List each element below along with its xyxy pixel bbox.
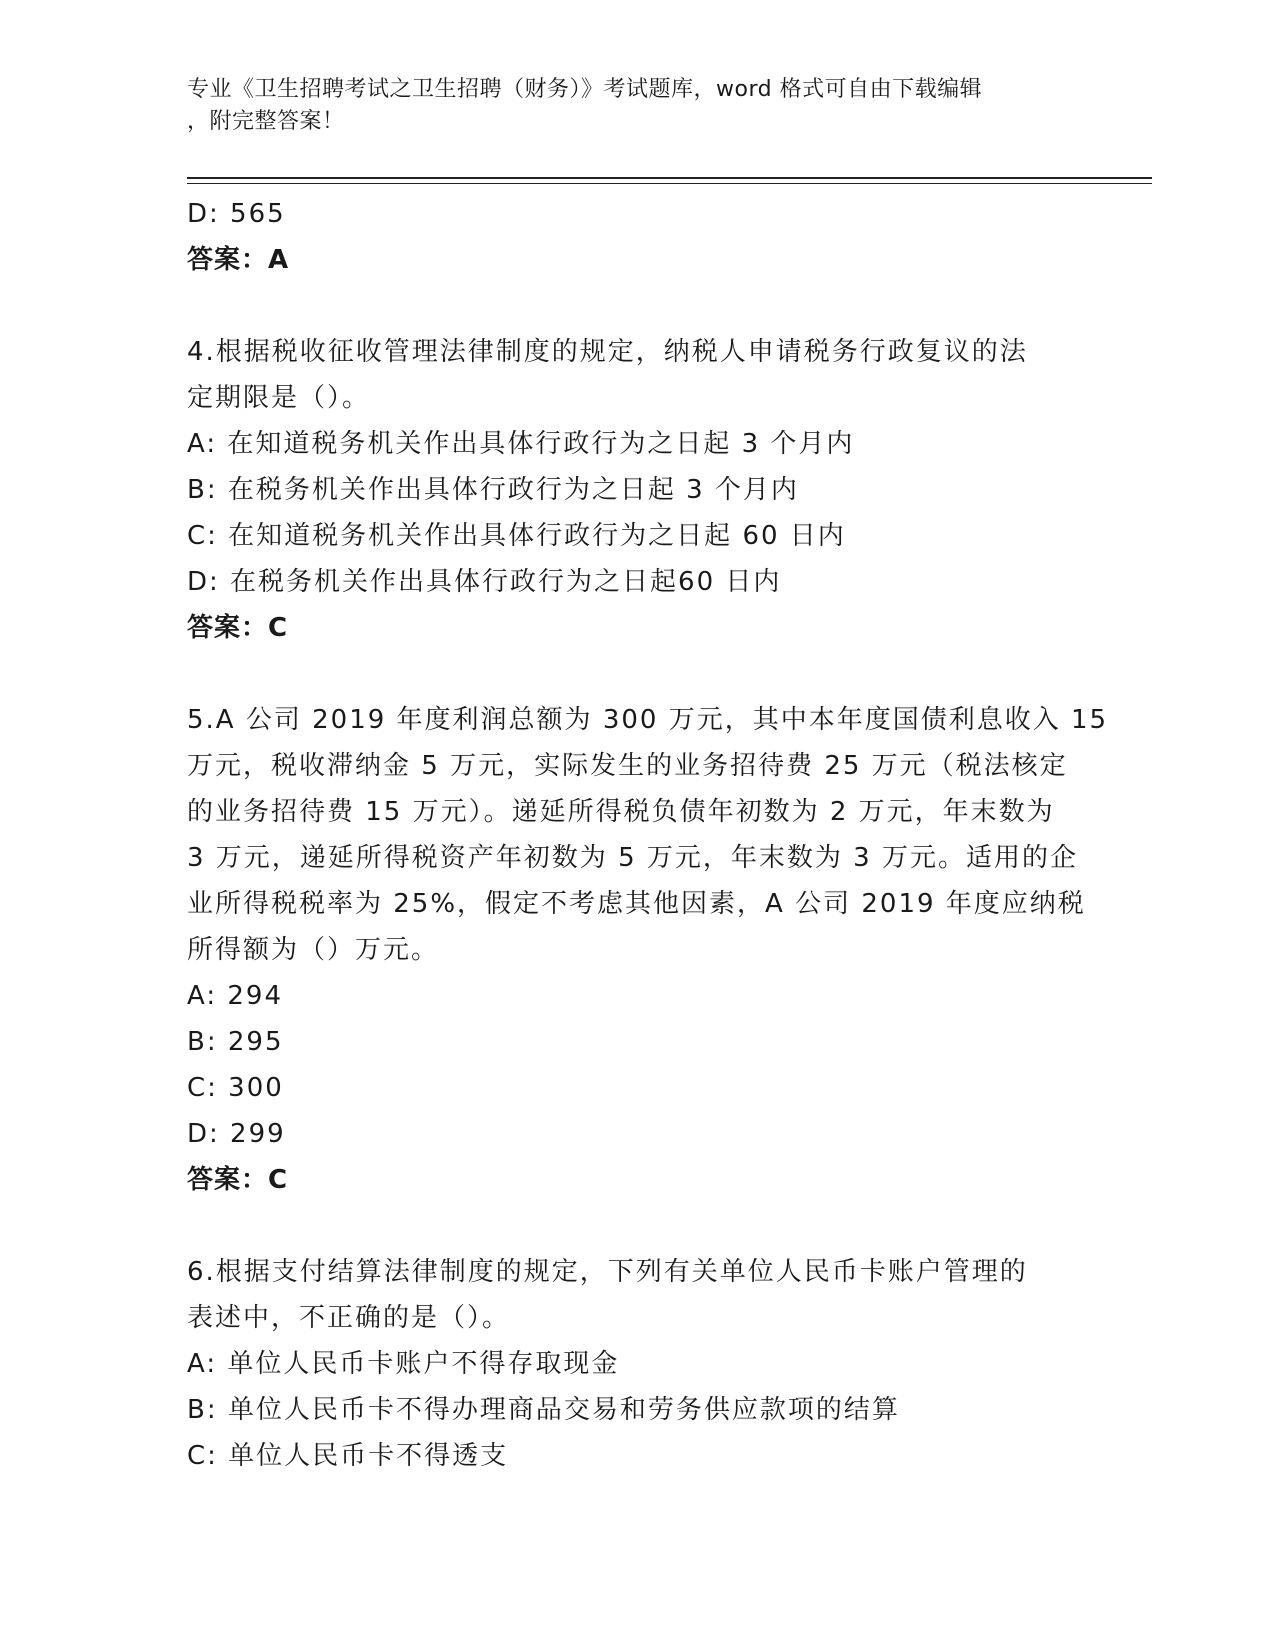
question-5-stem-line-6: 所得额为（）万元。 <box>187 935 440 965</box>
header-divider-thin <box>187 183 1152 184</box>
document-body <box>187 191 1109 1479</box>
prev-answer: 答案：A <box>187 245 290 275</box>
question-5-stem-line-2: 万元，税收滞纳金 5 万元，实际发生的业务招待费 25 万元（税法核定 <box>187 751 1068 781</box>
question-4-option-c: C: 在知道税务机关作出具体行政行为之日起 60 日内 <box>187 521 846 551</box>
question-5-option-c: C: 300 <box>187 1073 284 1103</box>
question-4-stem-line-2: 定期限是（）。 <box>187 383 371 413</box>
question-6-option-b: B: 单位人民币卡不得办理商品交易和劳务供应款项的结算 <box>187 1395 900 1425</box>
spacer <box>187 1203 1087 1249</box>
question-5-stem-line-3: 的业务招待费 15 万元）。递延所得税负债年初数为 2 万元，年末数为 <box>187 797 1055 827</box>
question-6-stem-line-2: 表述中，不正确的是（）。 <box>187 1303 511 1333</box>
question-6 <box>187 1249 1087 1479</box>
header-line-1: 专业《卫生招聘考试之卫生招聘（财务）》考试题库，word 格式可自由下载编辑 <box>187 77 983 102</box>
question-4-option-b: B: 在税务机关作出具体行政行为之日起 3 个月内 <box>187 475 799 505</box>
question-5-answer: 答案：C <box>187 1165 289 1195</box>
spacer <box>187 283 1087 329</box>
question-4 <box>187 329 1087 651</box>
header-divider-thick <box>187 177 1152 179</box>
question-4-answer: 答案：C <box>187 613 289 643</box>
question-4-option-a: A: 在知道税务机关作出具体行政行为之日起 3 个月内 <box>187 429 855 459</box>
question-4-option-d: D: 在税务机关作出具体行政行为之日起60 日内 <box>187 567 782 597</box>
question-5-option-d: D: 299 <box>187 1119 286 1149</box>
question-4-stem-line-1: 4.根据税收征收管理法律制度的规定，纳税人申请税务行政复议的法 <box>187 337 1028 367</box>
question-5-option-b: B: 295 <box>187 1027 284 1057</box>
page-header <box>187 74 1087 138</box>
question-5-stem-line-1: 5.A 公司 2019 年度利润总额为 300 万元，其中本年度国债利息收入 15 <box>187 705 1109 735</box>
question-5 <box>187 697 1109 1203</box>
question-5-option-a: A: 294 <box>187 981 283 1011</box>
question-5-stem-line-4: 3 万元，递延所得税资产年初数为 5 万元，年末数为 3 万元。适用的企 <box>187 843 1078 873</box>
prev-option-d: D: 565 <box>187 199 286 229</box>
question-5-stem-line-5: 业所得税税率为 25%，假定不考虑其他因素，A 公司 2019 年度应纳税 <box>187 889 1086 919</box>
question-6-option-a: A: 单位人民币卡账户不得存取现金 <box>187 1349 620 1379</box>
question-6-stem-line-1: 6.根据支付结算法律制度的规定，下列有关单位人民币卡账户管理的 <box>187 1257 1028 1287</box>
header-line-2: ，附完整答案！ <box>187 109 345 134</box>
question-6-option-c: C: 单位人民币卡不得透支 <box>187 1441 509 1471</box>
spacer <box>187 651 1087 697</box>
